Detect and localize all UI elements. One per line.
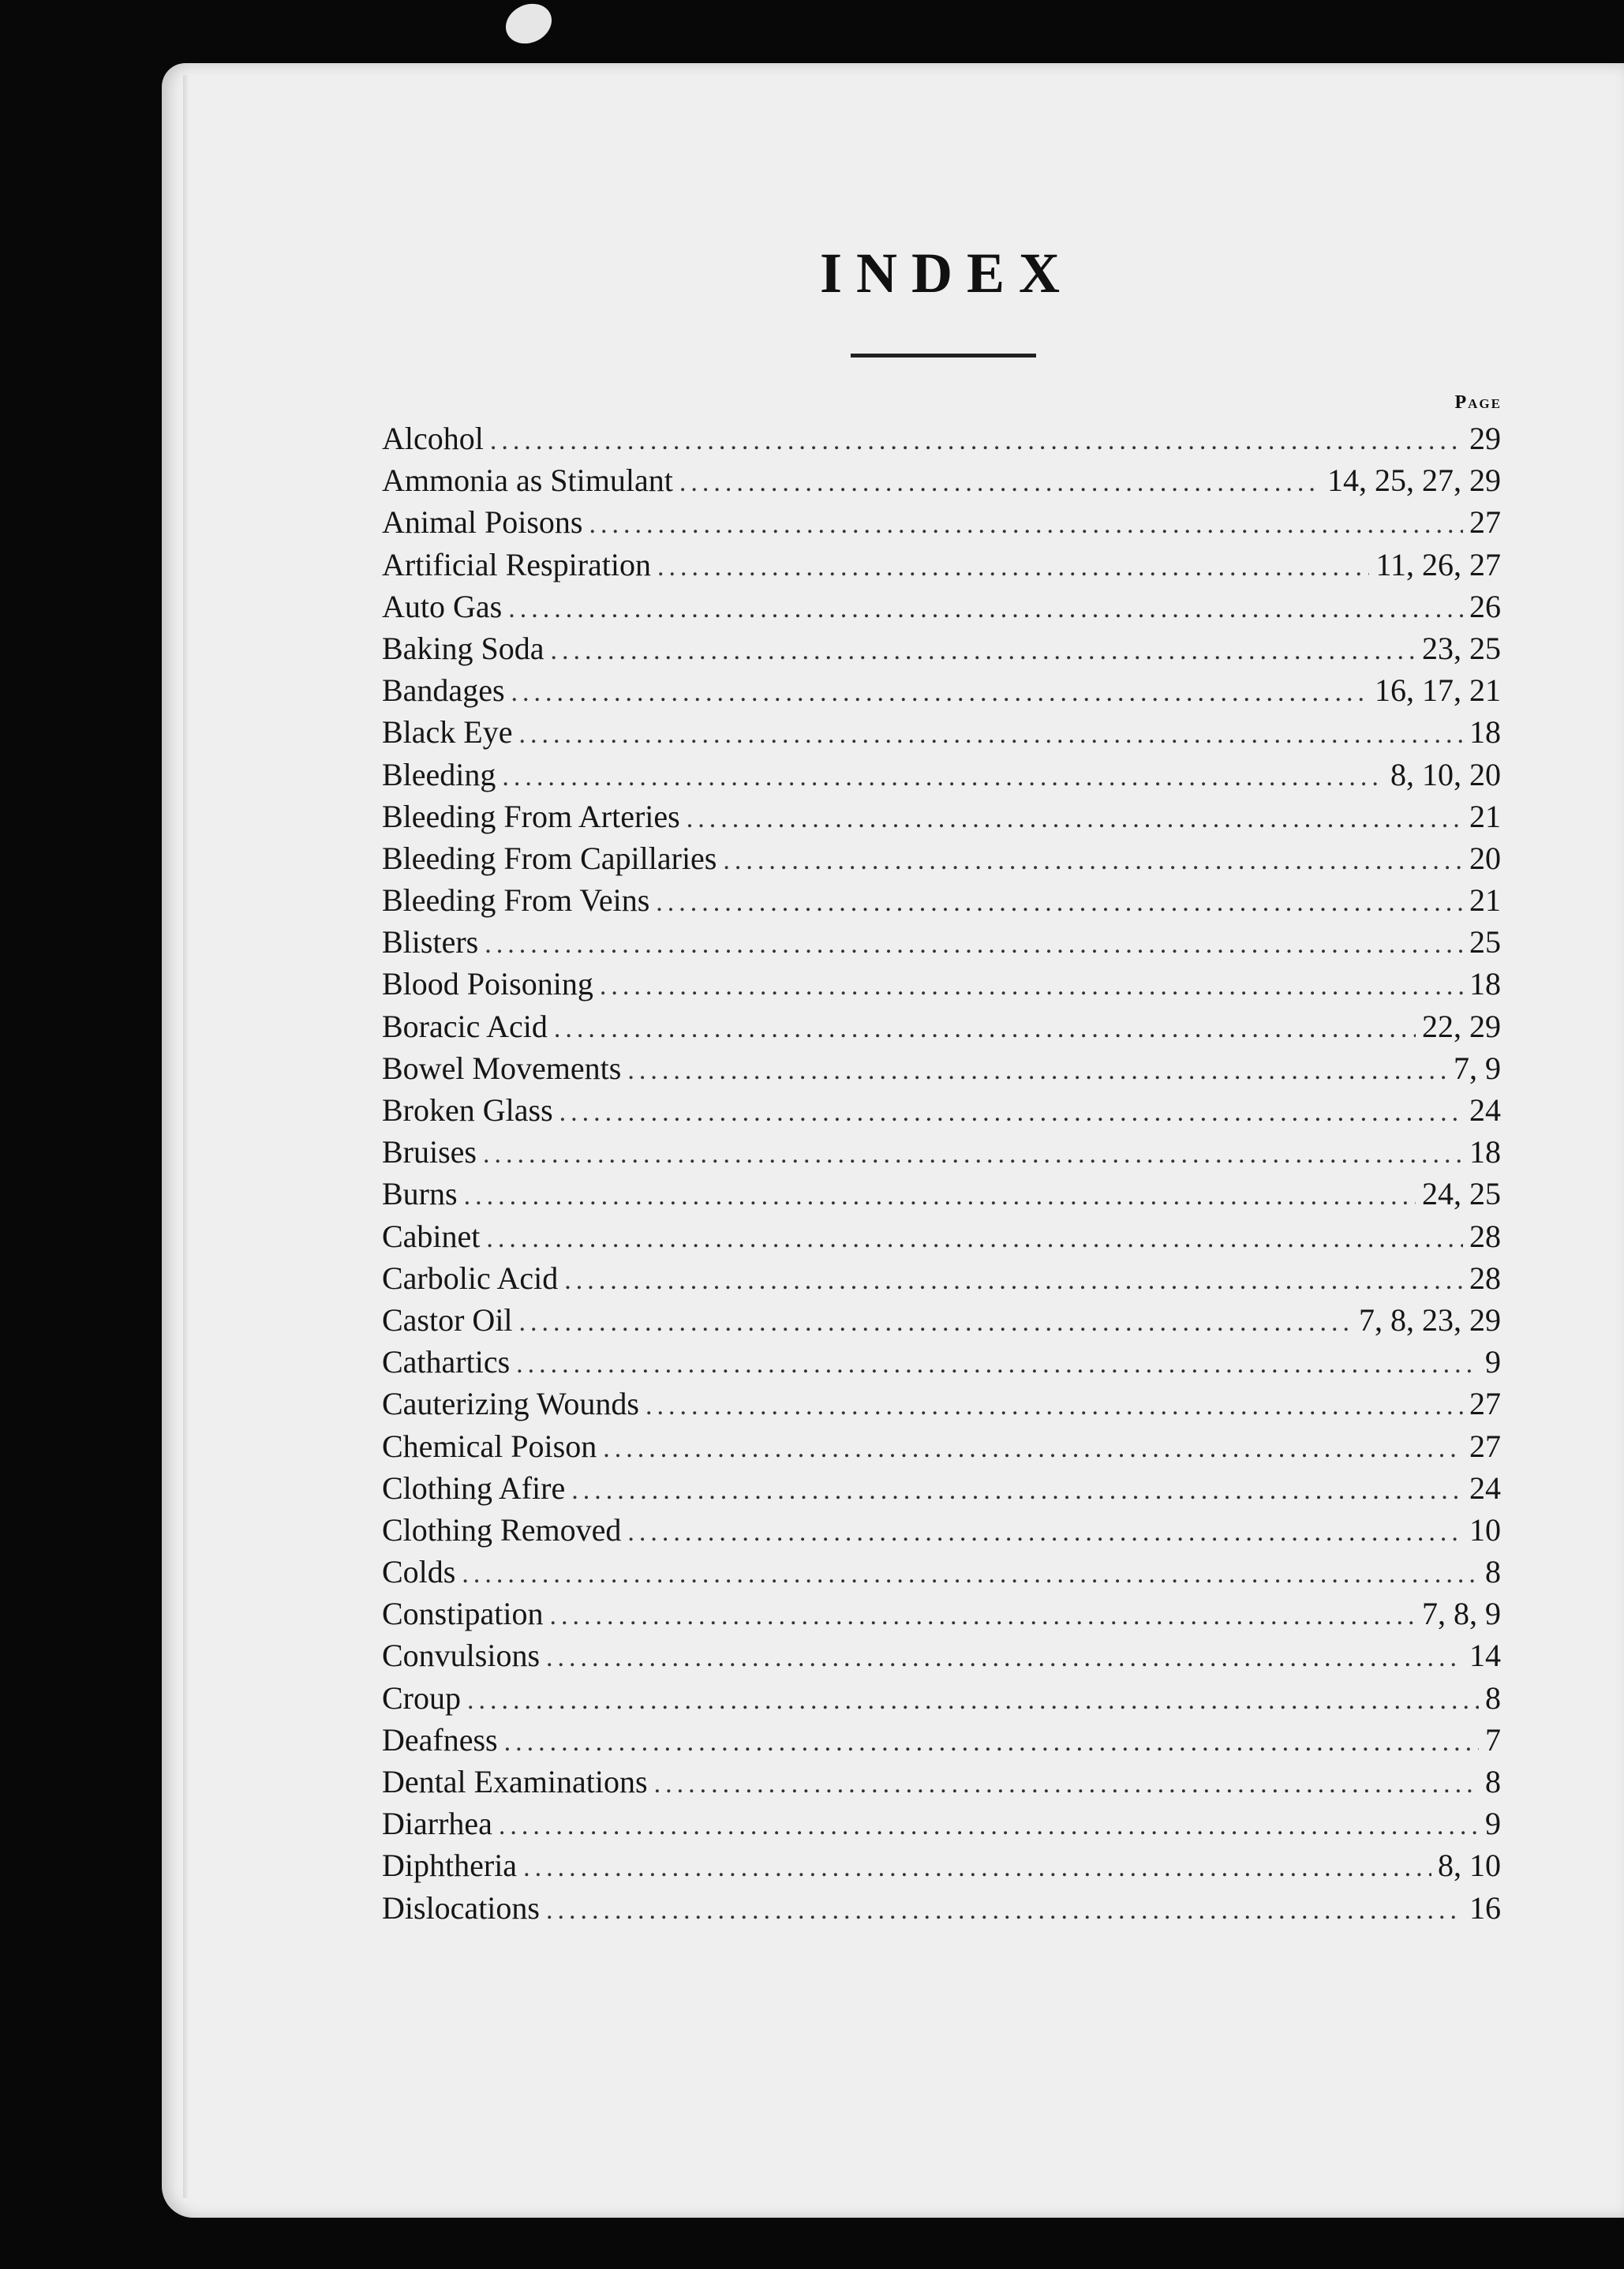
index-page-numbers: 11, 26, 27 — [1375, 546, 1501, 582]
index-page-numbers: 24, 25 — [1422, 1176, 1501, 1212]
index-title: INDEX — [819, 242, 1075, 305]
index-page-numbers: 18 — [1469, 1134, 1501, 1170]
index-page-numbers: 21 — [1469, 882, 1501, 919]
index-entry — [382, 1511, 1501, 1553]
dot-leader — [486, 1224, 1463, 1254]
index-term: Ammonia as Stimulant — [382, 462, 673, 499]
dot-leader — [559, 1098, 1463, 1128]
index-entry — [382, 965, 1501, 1007]
index-entry — [382, 672, 1501, 713]
dot-leader — [564, 1266, 1463, 1296]
index-entry — [382, 1091, 1501, 1133]
dot-leader — [687, 804, 1463, 834]
dot-leader — [464, 1181, 1416, 1211]
dot-leader — [516, 1350, 1479, 1380]
index-entry — [382, 840, 1501, 882]
index-page-numbers: 28 — [1469, 1260, 1501, 1296]
index-entry — [382, 1595, 1501, 1637]
index-term: Dislocations — [382, 1889, 540, 1926]
index-term: Burns — [382, 1176, 458, 1212]
index-term: Diarrhea — [382, 1806, 492, 1842]
title-underline — [851, 354, 1036, 358]
dot-leader — [723, 846, 1463, 876]
index-page-numbers: 7, 8, 9 — [1422, 1596, 1501, 1632]
index-page-numbers: 16 — [1469, 1889, 1501, 1926]
index-term: Carbolic Acid — [382, 1260, 559, 1296]
index-page-numbers: 27 — [1469, 504, 1501, 541]
index-term: Bleeding From Capillaries — [382, 840, 717, 876]
index-entries — [382, 420, 1501, 1931]
dot-leader — [485, 930, 1463, 960]
index-page-numbers: 7 — [1485, 1721, 1501, 1758]
index-page-numbers: 20 — [1469, 840, 1501, 876]
index-entry — [382, 1343, 1501, 1385]
index-term: Boracic Acid — [382, 1008, 548, 1044]
index-term: Bruises — [382, 1134, 477, 1170]
index-term: Chemical Poison — [382, 1428, 597, 1464]
index-page-numbers: 8, 10, 20 — [1390, 756, 1501, 792]
dot-leader — [546, 1896, 1463, 1926]
index-term: Cathartics — [382, 1344, 511, 1380]
index-entry — [382, 713, 1501, 755]
index-page-numbers: 10 — [1469, 1511, 1501, 1548]
index-page-numbers: 27 — [1469, 1428, 1501, 1464]
index-page-numbers: 9 — [1485, 1344, 1501, 1380]
dot-leader — [483, 1140, 1463, 1170]
index-term: Dental Examinations — [382, 1764, 648, 1799]
index-term: Cauterizing Wounds — [382, 1386, 639, 1422]
index-entry — [382, 1553, 1501, 1595]
index-term: Deafness — [382, 1721, 498, 1758]
index-page-numbers: 9 — [1485, 1806, 1501, 1842]
dot-leader — [519, 1308, 1353, 1338]
index-term: Bowel Movements — [382, 1050, 622, 1086]
index-entry — [382, 1721, 1501, 1763]
dot-leader — [490, 426, 1463, 456]
index-term: Blood Poisoning — [382, 966, 593, 1002]
index-page-numbers: 24 — [1469, 1092, 1501, 1128]
dot-leader — [519, 720, 1464, 750]
page-edge — [183, 75, 188, 2198]
dot-leader — [508, 594, 1463, 624]
index-entry — [382, 1470, 1501, 1511]
dot-leader — [571, 1476, 1463, 1506]
index-entry — [382, 546, 1501, 588]
index-term: Animal Poisons — [382, 504, 583, 541]
index-entry — [382, 1218, 1501, 1260]
index-entry — [382, 1889, 1501, 1931]
index-term: Colds — [382, 1554, 456, 1590]
dot-leader — [549, 1601, 1416, 1631]
dot-leader — [603, 1434, 1463, 1464]
dot-leader — [554, 1014, 1416, 1044]
index-entry — [382, 1763, 1501, 1805]
index-term: Clothing Removed — [382, 1511, 622, 1548]
index-page-numbers: 18 — [1469, 714, 1501, 751]
index-entry — [382, 1260, 1501, 1301]
dot-leader — [645, 1391, 1463, 1421]
index-page-numbers: 8 — [1485, 1554, 1501, 1590]
index-page-numbers: 28 — [1469, 1218, 1501, 1254]
dot-leader — [600, 972, 1463, 1002]
index-entry — [382, 1301, 1501, 1343]
index-term: Artificial Respiration — [382, 546, 652, 582]
index-entry — [382, 1428, 1501, 1470]
index-page-numbers: 25 — [1469, 924, 1501, 960]
index-page-numbers: 22, 29 — [1422, 1008, 1501, 1044]
dot-leader — [627, 1056, 1447, 1086]
index-term: Alcohol — [382, 421, 484, 456]
index-page-numbers: 24 — [1469, 1470, 1501, 1506]
index-term: Bleeding From Arteries — [382, 798, 680, 834]
index-page-numbers: 14 — [1469, 1638, 1501, 1674]
index-term: Constipation — [382, 1596, 544, 1632]
index-page-numbers: 27 — [1469, 1386, 1501, 1422]
index-term: Auto Gas — [382, 588, 503, 624]
index-page-numbers: 29 — [1469, 421, 1501, 456]
index-term: Black Eye — [382, 714, 513, 751]
dot-leader — [546, 1643, 1463, 1673]
dot-leader — [589, 510, 1463, 540]
index-entry — [382, 756, 1501, 798]
dot-leader — [551, 636, 1416, 666]
index-entry — [382, 1133, 1501, 1175]
dot-leader — [502, 762, 1384, 792]
index-term: Bleeding — [382, 756, 496, 792]
index-entry — [382, 1008, 1501, 1050]
index-term: Blisters — [382, 924, 479, 960]
dot-leader — [657, 552, 1369, 582]
index-entry — [382, 630, 1501, 672]
dot-leader — [627, 1518, 1463, 1548]
dot-leader — [499, 1811, 1479, 1841]
index-page-numbers: 7, 9 — [1454, 1050, 1501, 1086]
index-page-numbers: 7, 8, 23, 29 — [1359, 1301, 1501, 1338]
index-page-numbers: 23, 25 — [1422, 630, 1501, 666]
index-page-numbers: 26 — [1469, 588, 1501, 624]
index-entry — [382, 1175, 1501, 1217]
dot-leader — [656, 888, 1463, 918]
index-term: Bandages — [382, 672, 505, 709]
dot-leader — [654, 1769, 1479, 1799]
index-entry — [382, 1679, 1501, 1721]
index-page-numbers: 8 — [1485, 1764, 1501, 1799]
index-page-numbers: 14, 25, 27, 29 — [1327, 462, 1501, 499]
index-entry — [382, 798, 1501, 840]
index-entry — [382, 1637, 1501, 1679]
index-page-numbers: 21 — [1469, 798, 1501, 834]
index-entry — [382, 1847, 1501, 1889]
index-term: Castor Oil — [382, 1301, 513, 1338]
index-entry — [382, 462, 1501, 504]
dot-leader — [679, 468, 1321, 498]
dot-leader — [504, 1728, 1479, 1758]
index-term: Convulsions — [382, 1638, 541, 1674]
index-term: Clothing Afire — [382, 1470, 566, 1506]
index-entry — [382, 588, 1501, 630]
index-entry — [382, 1050, 1501, 1091]
dot-leader — [523, 1853, 1431, 1883]
index-term: Broken Glass — [382, 1092, 553, 1128]
index-term: Croup — [382, 1679, 461, 1716]
index-term: Cabinet — [382, 1218, 481, 1254]
paper-speck — [500, 0, 559, 51]
index-entry — [382, 420, 1501, 462]
index-page-numbers: 16, 17, 21 — [1375, 672, 1501, 709]
index-term: Diphtheria — [382, 1848, 518, 1884]
index-entry — [382, 923, 1501, 965]
index-term: Bleeding From Veins — [382, 882, 650, 919]
dot-leader — [511, 678, 1368, 708]
index-page-numbers: 8, 10 — [1438, 1848, 1501, 1884]
index-page-numbers: 18 — [1469, 966, 1501, 1002]
index-term: Baking Soda — [382, 630, 544, 666]
page-column-label: Page — [1454, 392, 1502, 413]
dot-leader — [467, 1686, 1479, 1716]
index-page-numbers: 8 — [1485, 1679, 1501, 1716]
index-entry — [382, 1385, 1501, 1427]
index-entry — [382, 1805, 1501, 1847]
index-entry — [382, 504, 1501, 545]
index-entry — [382, 882, 1501, 923]
dot-leader — [462, 1559, 1479, 1589]
